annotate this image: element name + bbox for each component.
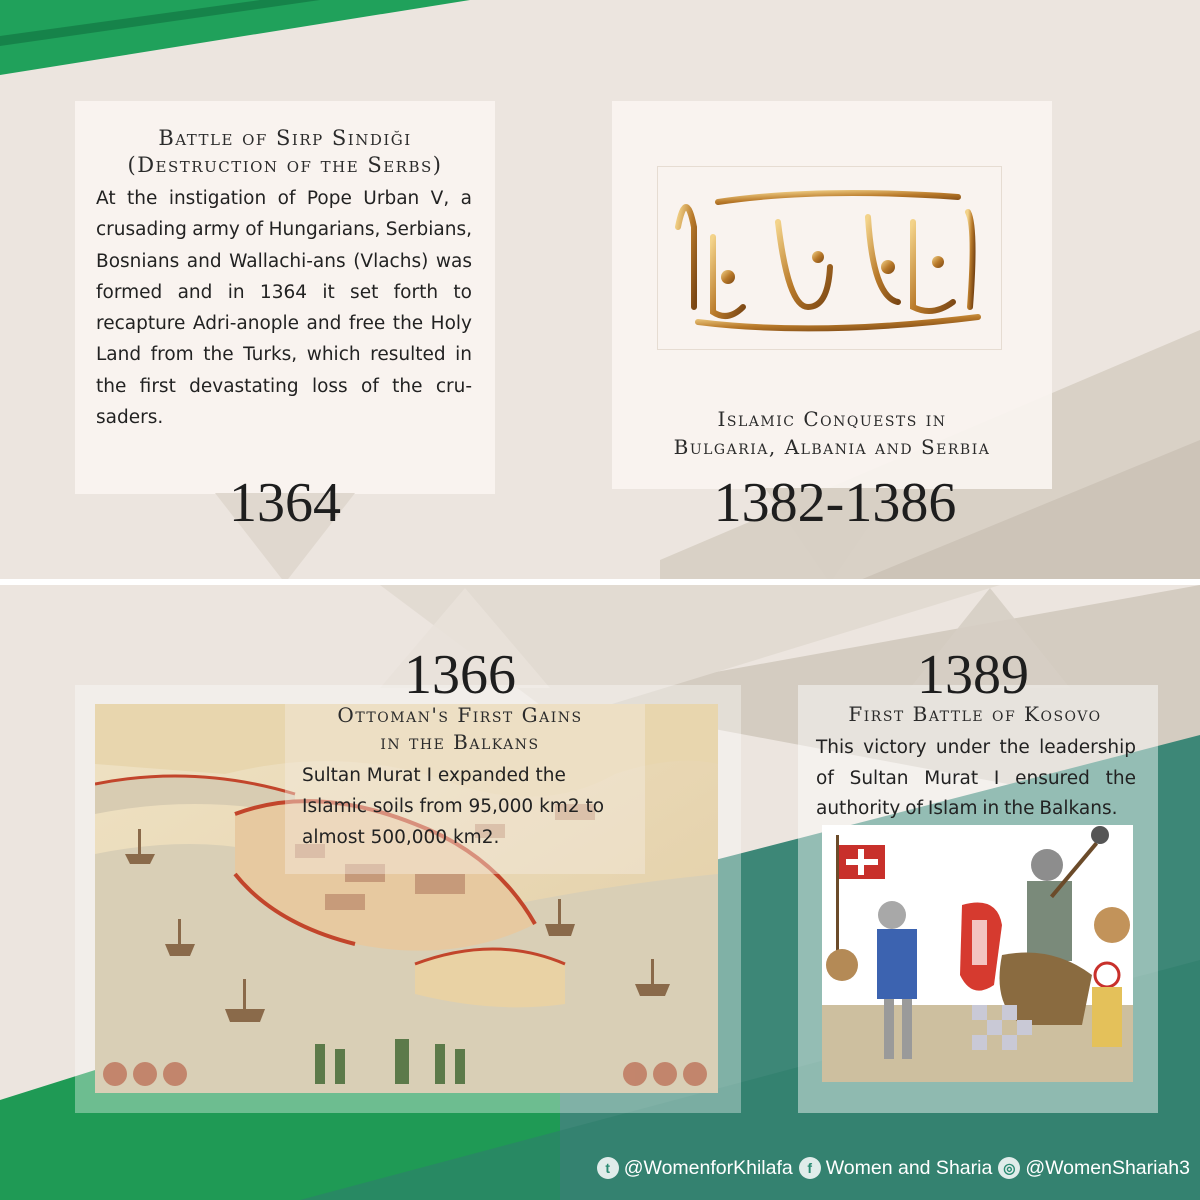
twitter-icon: t: [597, 1157, 619, 1179]
event-description-1366: Sultan Murat I expanded the Islamic soils from 95,000 km2 to almost 500,000 km2.: [302, 765, 605, 848]
event-title-1364: Battle of Sirp Sındığı (Destruction of the Serbs): [127, 126, 443, 177]
facebook-link[interactable]: f Women and Sharia: [799, 1157, 993, 1180]
twitter-link[interactable]: t @WomenforKhilafa: [597, 1157, 793, 1180]
event-card-1364: [75, 101, 495, 494]
instagram-icon: ◎: [998, 1157, 1020, 1179]
event-title-1366: Ottoman's First Gains in the Balkans: [337, 703, 583, 754]
event-title-1382-1386: Islamic Conquests in Bulgaria, Albania and Serbia: [673, 407, 991, 459]
event-description-1364: At the instigation of Pope Urban V, a crusading army of Hungarians, Serbians, Bosnians and Wallachi-ans (Vlachs) was formed and in 1364 it set forth to recapture Adri-anople and free the Holy Land from the Turks, which resulted in the first devastating loss of the cru-saders.: [96, 188, 472, 429]
event-year-1364: 1364: [229, 472, 341, 534]
instagram-link[interactable]: ◎ @WomenShariah3: [998, 1157, 1190, 1180]
battle-painting-image: [822, 825, 1133, 1082]
timeline-divider: [0, 579, 1200, 585]
event-title-1389: First Battle of Kosovo: [848, 702, 1102, 726]
event-year-1389: 1389: [917, 644, 1029, 706]
event-year-1366: 1366: [404, 644, 516, 706]
event-card-1382-1386: [612, 101, 1052, 489]
event-description-1389: This victory under the leadership of Sultan Murat I ensured the authority of Islam in the Balkans.: [816, 737, 1136, 819]
social-footer: [440, 1153, 1190, 1183]
event-year-1382-1386: 1382-1386: [713, 472, 957, 534]
shahada-calligraphy-image: [657, 166, 1002, 350]
facebook-icon: f: [799, 1157, 821, 1179]
